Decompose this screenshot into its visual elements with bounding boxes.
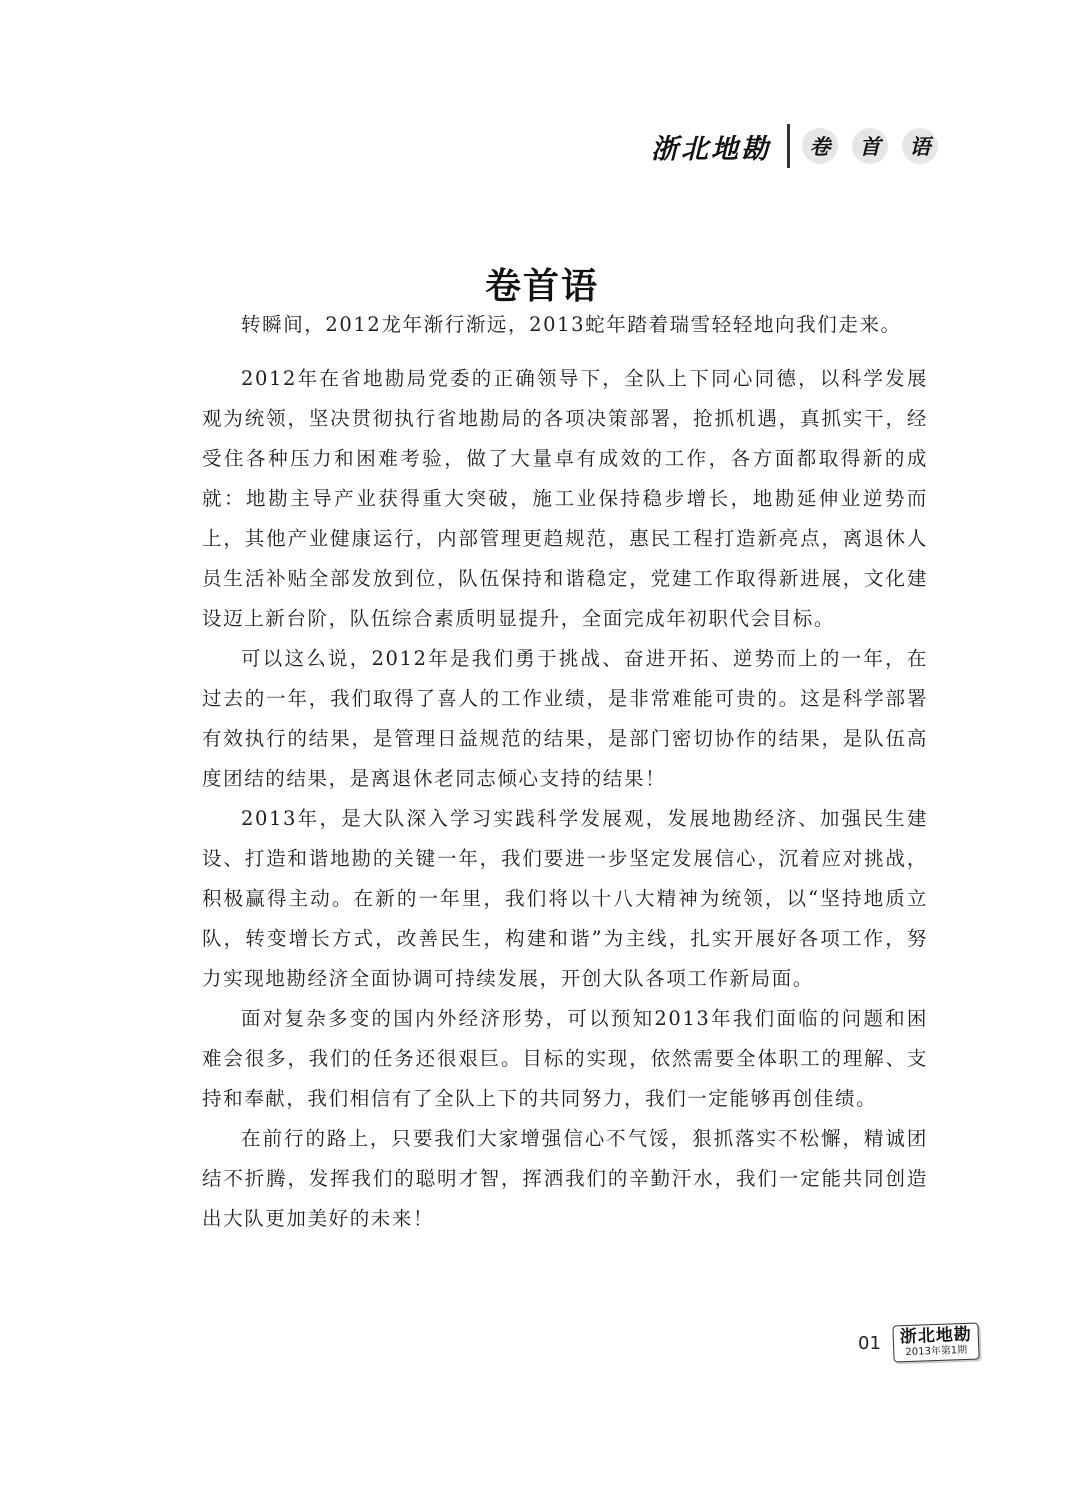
magazine-name: 浙北地勘	[651, 133, 771, 165]
section-char-2: 首	[852, 128, 888, 164]
paragraph-3: 可以这么说，2012年是我们勇于挑战、奋进开拓、逆势而上的一年，在过去的一年，我们取得了喜人的工作业绩，是非常难能可贵的。这是科学部署有效执行的结果，是管理日益规范的结果，是部门密切协作的结果，是队伍高度团结的结果，是离退休老同志倾心支持的结果！	[202, 647, 928, 790]
paragraph-1: 转瞬间，2012龙年渐行渐远，2013蛇年踏着瑞雪轻轻地向我们走来。	[241, 313, 902, 336]
section-label	[802, 128, 938, 164]
section-char-3: 语	[902, 128, 938, 164]
paragraph-4: 2013年，是大队深入学习实践科学发展观，发展地勘经济、加强民生建设、打造和谐地勘的关键一年，我们要进一步坚定发展信心，沉着应对挑战，积极赢得主动。在新的一年里，我们将以十八大精神为统领，以“坚持地质立队，转变增长方式，改善民生，构建和谐”为主线，扎实开展好各项工作，努力实现地勘经济全面协调可持续发展，开创大队各项工作新局面。	[202, 807, 928, 990]
footer-logo-name: 浙北地勘	[899, 1324, 973, 1348]
paragraph-2: 2012年在省地勘局党委的正确领导下，全队上下同心同德，以科学发展观为统领，坚决贯彻执行省地勘局的各项决策部署，抢抓机遇，真抓实干，经受住各种压力和困难考验，做了大量卓有成效的工作，各方面都取得新的成就：地勘主导产业获得重大突破，施工业保持稳步增长，地勘延伸业逆势而上，其他产业健康运行，内部管理更趋规范，惠民工程打造新亮点，离退休人员生活补贴全部发放到位，队伍保持和谐稳定，党建工作取得新进展，文化建设迈上新台阶，队伍综合素质明显提升，全面完成年初职代会目标。	[202, 367, 928, 630]
footer-issue: 2013年第1期	[905, 1344, 968, 1359]
footer-logo	[892, 1323, 979, 1363]
header-divider	[787, 124, 790, 168]
section-char-1: 卷	[802, 128, 838, 164]
page-footer	[858, 1324, 979, 1361]
page-header	[651, 118, 938, 174]
paragraph-5: 面对复杂多变的国内外经济形势，可以预知2013年我们面临的问题和困难会很多，我们的任务还很艰巨。目标的实现，依然需要全体职工的理解、支持和奉献，我们相信有了全队上下的共同努力，我们一定能够再创佳绩。	[202, 1007, 928, 1110]
article-title: 卷首语	[484, 266, 599, 308]
paragraph-6: 在前行的路上，只要我们大家增强信心不气馁，狠抓落实不松懈，精诚团结不折腾，发挥我们的聪明才智，挥洒我们的辛勤汗水，我们一定能共同创造出大队更加美好的未来！	[202, 1127, 928, 1230]
article-body	[202, 305, 928, 1239]
page-number: 01	[858, 1333, 881, 1354]
